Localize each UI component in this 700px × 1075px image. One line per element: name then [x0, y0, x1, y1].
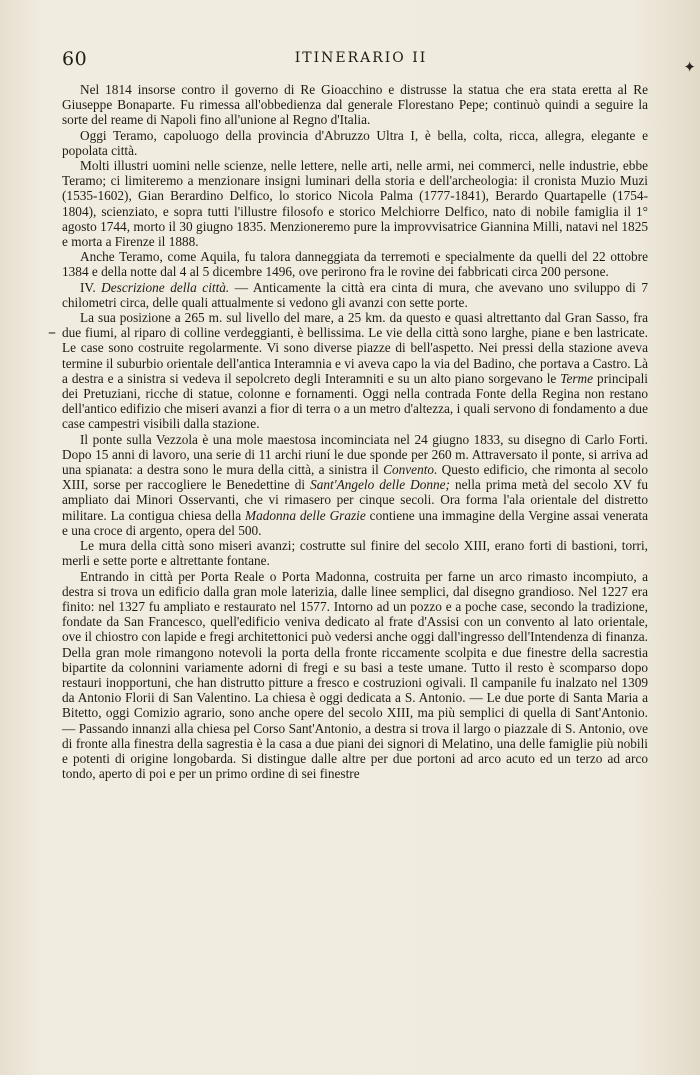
- italic-text: Madonna delle Grazie: [245, 507, 366, 523]
- page-header: [62, 48, 660, 74]
- paragraph: [62, 432, 648, 538]
- paragraph: [62, 280, 648, 310]
- text-segment: Nel 1814 insorse contro il governo di Re Gioacchino e distrusse la statua che era stata eretta al Re Giuseppe Bonaparte. Fu rimessa all'obbedienza dal generale Florestano Pepe; continuò quindi a seguire la sorte del reame di Napoli fino all'unione al Regno d'Italia.: [62, 82, 648, 128]
- text-segment: IV.: [80, 279, 102, 295]
- margin-mark-left: –: [48, 322, 56, 341]
- text-segment: Il ponte sulla Vezzola è una mole maestosa incominciata nel 24 giugno 1833, su disegno di Carlo Forti. Dopo 15 anni di lavoro, una serie di 11 archi riuní le due sponde per 260 m. Attraversato il ponte, si arriva ad una spianata: a destra sono le mura della città, a sinistra il: [62, 431, 648, 478]
- text-segment: nella prima metà del secolo XV fu ampliato dai Minori Osservanti, che vi rimasero per cinque secoli. Ora forma l'ala orientale del distretto militare. La contigua chiesa della: [62, 477, 649, 523]
- text-segment: La sua posizione a 265 m. sul livello del mare, a 25 km. da questo e quasi altrettanto dal Gran Sasso, fra due fiumi, al riparo di colline verdeggianti, è bellissima. Le vie della città sono larghe, piane e ben lastricate. Le case sono costruite regolarmente. Vi sono diverse piazze di bell'aspetto. Nei pressi della stazione aveva termine il suburbio orientale dell'antica Interamnia e vi aveva capo la via del Badino, che portava a Castro. Là a destra e a sinistra si vedeva il sepolcreto degli Interamniti e su un alto piano sorgevano le: [62, 310, 648, 386]
- text-segment: Molti illustri uomini nelle scienze, nelle lettere, nelle arti, nelle armi, nei commerci, nelle industrie, ebbe Teramo; ci limiteremo a menzionare insigni luminari della storia e dell'archeologia: il cronista Muzio Muzi (1535-1602), Gian Berardino Delfico, lo storico Nicola Palma (1777-1841), Berardo Quartapelle (1754-1804), scienziato, e sopra tutti l'illustre filosofo e storico Melchiorre Delfico, nato di nobile famiglia il 1° agosto 1744, morto il 30 giugno 1835. Menzioneremo pure la improvvisatrice Giannina Milli, natavi nel 1825 e morta a Firenze il 1888.: [62, 158, 648, 250]
- text-segment: Questo edificio, che rimonta al secolo XIII, sorse per raccogliere le Benedettine di: [62, 462, 648, 493]
- page-number: 60: [62, 48, 88, 70]
- paragraph: [62, 158, 648, 249]
- body-text: [62, 82, 648, 781]
- paragraph: [62, 128, 648, 158]
- paragraph: [62, 249, 648, 279]
- text-segment: — Anticamente la città era cinta di mura, che avevano uno sviluppo di 7 chilometri circa, delle quali attualmente si vedono gli avanzi con sette porte.: [62, 279, 648, 310]
- italic-text: Descrizione della città.: [101, 279, 230, 295]
- italic-text: Convento.: [383, 462, 438, 478]
- italic-text: Terme: [560, 370, 594, 386]
- paragraph: [62, 82, 648, 128]
- margin-mark: ✦: [683, 58, 696, 76]
- text-segment: principali dei Pretuziani, ricche di statue, colonne e fornamenti. Oggi nella contrada Fonte della Regina non restano dell'antico edifizio che miseri avanzi a fior di terra o a un metro d'altezza, i quali servono di fondamento a due case campestri visibili dalla stazione.: [62, 370, 649, 432]
- paragraph: [62, 538, 648, 568]
- paragraph: [62, 569, 648, 782]
- running-title: ITINERARIO II: [294, 50, 428, 66]
- text-segment: Oggi Teramo, capoluogo della provincia d'Abruzzo Ultra I, è bella, colta, ricca, allegra, elegante e popolata città.: [62, 127, 648, 158]
- text-segment: Entrando in città per Porta Reale o Porta Madonna, costruita per farne un arco rimasto incompiuto, a destra si trova un edificio dalla gran mole laterizia, dalle linee semplici, dal disegno grandioso. Nel 1227 era finito: nel 1327 fu ampliato e restaurato nel 1577. Intorno ad un pozzo e a poche case, secondo la tradizione, fondate da San Francesco, quell'edificio veniva dedicato al frate d'Assisi con un convento al lato orientale, ove il chiostro con lapide e fregi architettonici può vedersi anche oggi dall'ingresso dell'Intendenza di finanza. Della gran mole rimangono notevoli la porta della fronte riccamente scolpita e due finestre della sacrestia bipartite da colonnini variamente adorni di fregi e su basi a teste umane. Tutto il resto è scomparso dopo restauri inopportuni, che han distrutto pitture a fresco e costruzioni ogivali. Il campanile fu inalzato nel 1309 da Antonio Florii di San Valentino. La chiesa è oggi dedicata a S. Antonio. — Le due porte di Santa Maria a Bitetto, oggi Comizio agrario, sono anche opere del secolo XIII, ma più semplici di quella di Sant'Antonio. — Passando innanzi alla chiesa pel Corso Sant'Antonio, a destra si trova il largo o piazzale di S. Antonio, ove di fronte alla finestra della sagrestia è la casa a due piani dei signori di Melatino, una delle famiglie più nobili e potenti di origine longobarda. Si distingue dalle altre per due portoni ad arco acuto ed un terzo ad arco tondo, aperto di poi e per un primo ordine di sei finestre: [62, 568, 648, 782]
- text-segment: contiene una immagine della Vergine assai venerata e una croce di argento, opera del 500.: [62, 507, 648, 538]
- text-segment: Anche Teramo, come Aquila, fu talora danneggiata da terremoti e specialmente da quelli del 22 ottobre 1384 e della notte dal 4 al 5 dicembre 1496, ove perirono fra le rovine dei fabbricati circa 200 persone.: [62, 249, 648, 280]
- italic-text: Sant'Angelo delle Donne;: [310, 477, 450, 493]
- paragraph: [62, 310, 648, 432]
- text-segment: Le mura della città sono miseri avanzi; costrutte sul finire del secolo XIII, erano forti di bastioni, torri, merli e sette porte e altrettante fontane.: [62, 538, 648, 569]
